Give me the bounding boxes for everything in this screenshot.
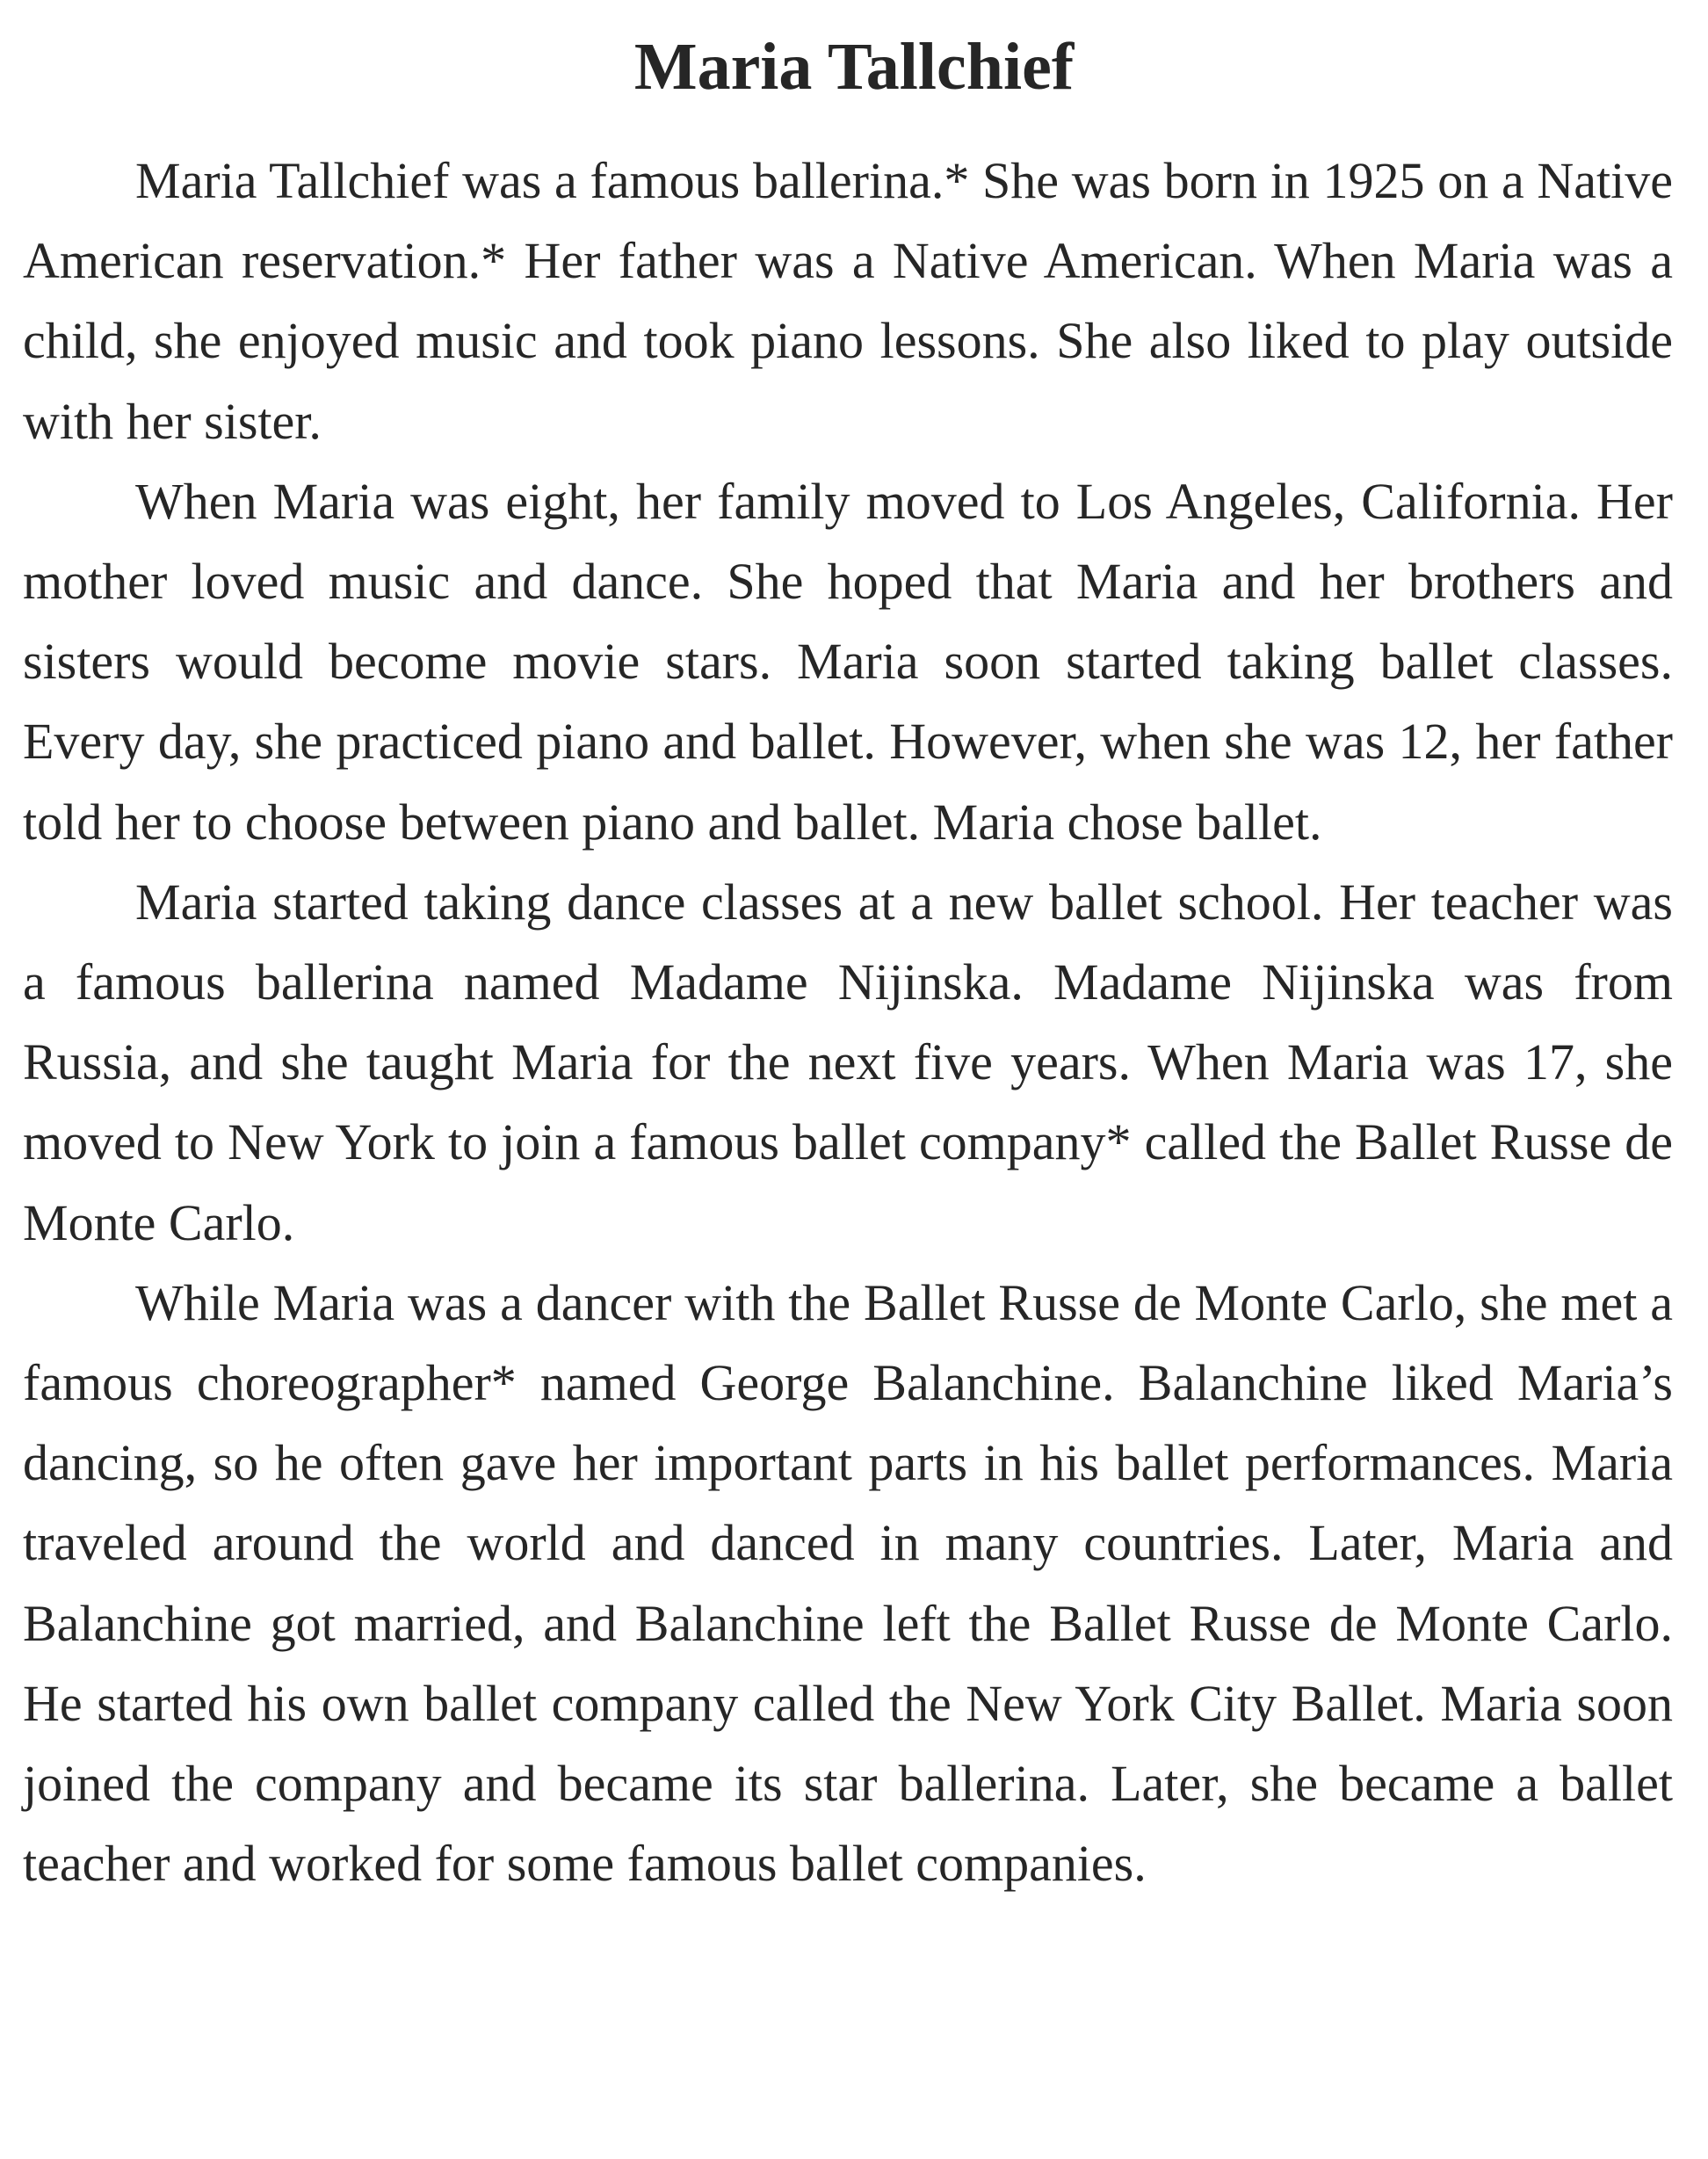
paragraph-1: Maria Tallchief was a famous ballerina.* She was born in 1925 on a Native American reservation.* Her father was a Native American. When Maria was a child, she enjoyed music and took piano lessons. She also liked to play outside with her sister.: [23, 152, 1673, 450]
page-title: Maria Tallchief: [633, 30, 1075, 104]
paragraph-2: When Maria was eight, her family moved to Los Angeles, California. Her mother loved music and dance. She hoped that Maria and her brothers and sisters would become movie stars. Maria soon started taking ballet classes. Every day, she practiced piano and ballet. However, when she was 12, her father told her to choose between piano and ballet. Maria chose ballet.: [23, 472, 1673, 851]
paragraph-3: Maria started taking dance classes at a new ballet school. Her teacher was a famous ballerina named Madame Nijinska. Madame Nijinska was from Russia, and she taught Maria for the next five years. When Maria was 17, she moved to New York to join a famous ballet company* called the Ballet Russe de Monte Carlo.: [23, 873, 1673, 1251]
paragraph-4: While Maria was a dancer with the Ballet Russe de Monte Carlo, she met a famous choreographer* named George Balanchine. Balanchine liked Maria’s dancing, so he often gave her important parts in his ballet performances. Maria traveled around the world and danced in many countries. Later, Maria and Balanchine got married, and Balanchine left the Ballet Russe de Monte Carlo. He started his own ballet company called the New York City Ballet. Maria soon joined the company and became its star ballerina. Later, she became a ballet teacher and worked for some famous ballet companies.: [23, 1273, 1673, 1893]
article-body: [23, 141, 1673, 1903]
